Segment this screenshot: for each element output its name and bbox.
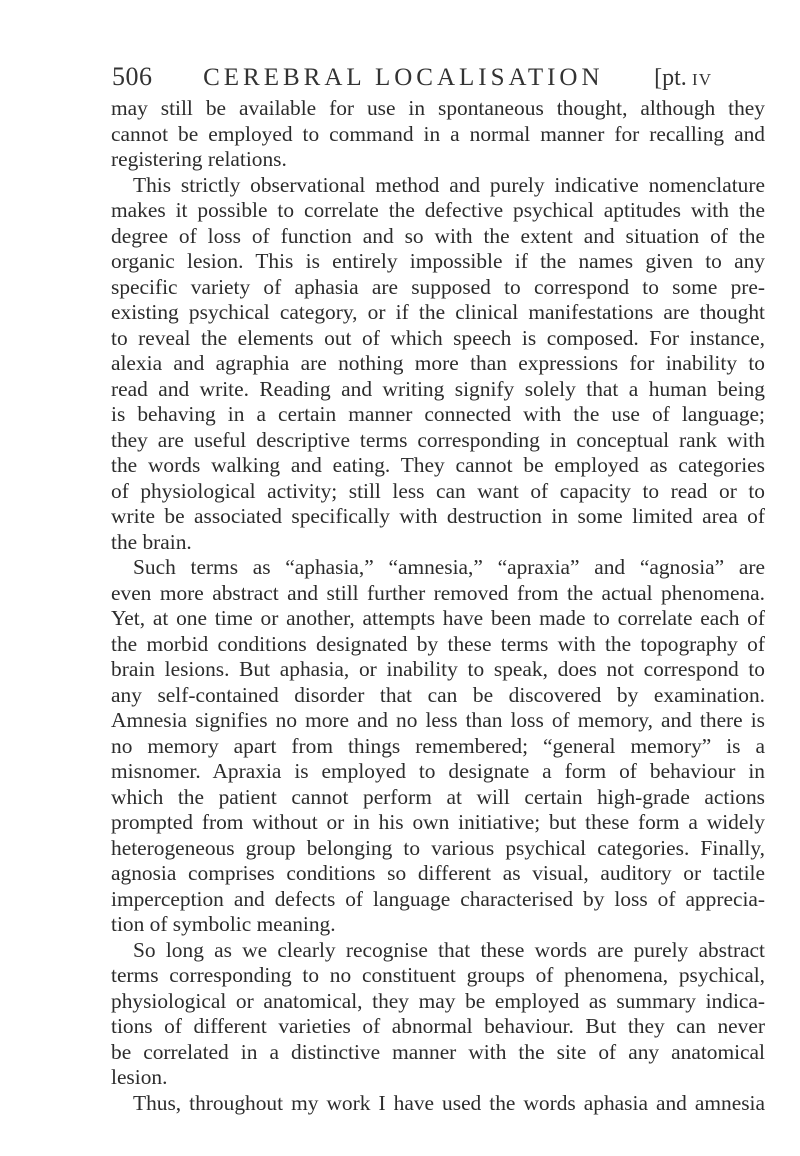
text-line: they are useful descriptive terms corresponding in conceptual rank with [111,427,765,452]
text-line: no memory apart from things remembered; “general memory” is a [111,733,765,758]
part-prefix: [pt. [654,65,687,91]
part-numeral: IV [686,70,712,89]
text-line: which the patient cannot perform at will certain high-grade actions [111,784,765,809]
text-line: misnomer. Apraxia is employed to designate a form of behaviour in [111,759,765,783]
text-line: alexia and agraphia are nothing more than expressions for inability to [111,351,765,375]
text-line: imperception and defects of language characterised by loss of apprecia- [111,886,765,911]
text-line: organic lesion. This is entirely impossible if the names given to any [111,249,765,273]
text-line: even more abstract and still further removed from the actual phenomena. [111,580,765,605]
running-head [112,62,712,98]
text-line: read and write. Reading and writing signify solely that a human being [111,376,765,401]
text-line: be correlated in a distinctive manner with the site of any anatomical [111,1039,765,1064]
text-line: Thus, throughout my work I have used the words aphasia and amnesia [133,1090,765,1115]
text-line: of physiological activity; still less can want of capacity to read or to [111,478,765,503]
text-line: Yet, at one time or another, attempts have been made to correlate each of [111,606,765,630]
text-line: physiological or anatomical, they may be employed as summary indica- [111,988,765,1013]
text-line: heterogeneous group belonging to various psychical categories. Finally, [111,835,765,860]
text-line: to reveal the elements out of which speech is composed. For instance, [111,325,765,350]
text-line: brain lesions. But aphasia, or inability to speak, does not correspond to [111,657,765,681]
text-line: the morbid conditions designated by these terms with the topography of [111,631,765,656]
text-line: Such terms as “aphasia,” “amnesia,” “apraxia” and “agnosia” are [133,555,765,579]
text-line: tion of symbolic meaning. [111,912,336,936]
text-line: the brain. [111,529,192,554]
text-line: agnosia comprises conditions so different as visual, auditory or tactile [111,861,765,885]
text-line: Amnesia signifies no more and no less than loss of memory, and there is [111,708,765,732]
text-line: is behaving in a certain manner connected with the use of language; [111,402,765,426]
text-line: write be associated specifically with destruction in some limited area of [111,504,765,528]
text-line: registering relations. [111,147,287,171]
text-line: terms corresponding to no constituent groups of phenomena, psychical, [111,963,765,987]
text-line: tions of different varieties of abnormal behaviour. But they can never [111,1014,765,1038]
text-line: So long as we clearly recognise that these words are purely abstract [133,937,765,962]
body-text [111,96,765,1116]
text-line: degree of loss of function and so with the extent and situation of the [111,223,765,248]
page-number: 506 [112,62,153,91]
text-line: prompted from without or in his own initiative; but these form a widely [111,810,765,834]
text-line: cannot be employed to command in a normal manner for recalling and [111,121,765,146]
part-marker [654,65,712,92]
text-line: lesion. [111,1065,168,1089]
text-line: may still be available for use in spontaneous thought, although they [111,96,765,120]
text-line: the words walking and eating. They cannot be employed as categories [111,453,765,477]
text-line: existing psychical category, or if the clinical manifestations are thought [111,300,765,324]
running-title: CEREBRAL LOCALISATION [203,64,604,91]
text-line: This strictly observational method and purely indicative nomenclature [133,172,765,197]
text-line: any self-contained disorder that can be discovered by examination. [111,682,765,707]
text-line: specific variety of aphasia are supposed to correspond to some pre- [111,274,765,299]
text-line: makes it possible to correlate the defective psychical aptitudes with the [111,198,765,222]
